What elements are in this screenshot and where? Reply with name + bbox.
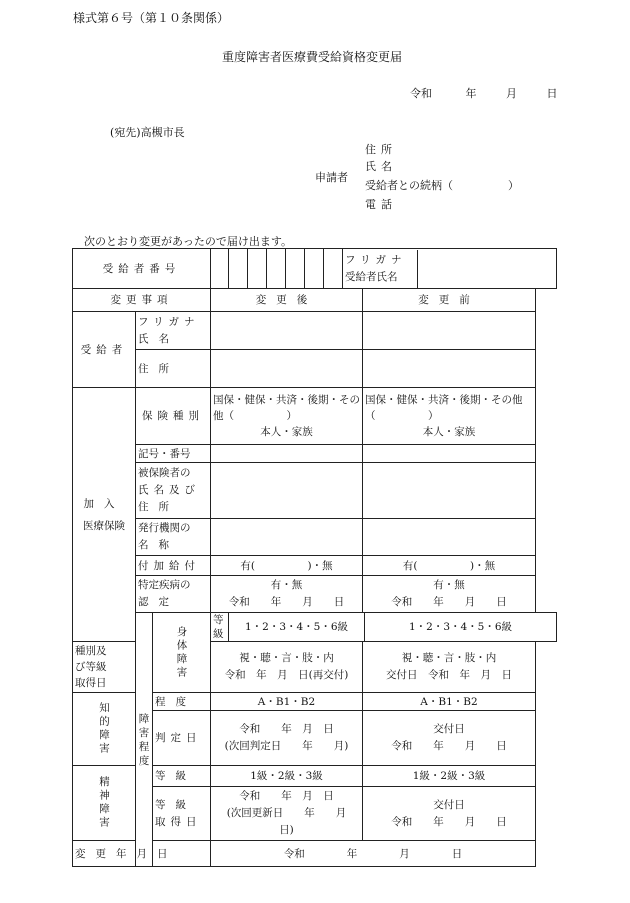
after-insurance-options[interactable]: 国保・健保・共済・後期・その他（ ） bbox=[213, 394, 360, 422]
after-body-parts[interactable]: 視・聴・言・肢・内 bbox=[239, 652, 334, 664]
date-year: 年 bbox=[465, 87, 477, 100]
mental-disability-label: 精神障害 bbox=[98, 776, 110, 830]
before-physical-grade[interactable]: 1・2・3・4・5・6級 bbox=[365, 613, 557, 642]
judgment-date-label: 判定日 bbox=[153, 711, 211, 766]
furigana-row-label: フリガナ bbox=[138, 315, 200, 328]
type-grade-date-label-1: 種別及 bbox=[75, 645, 107, 657]
after-intellectual-degree[interactable]: A・B1・B2 bbox=[211, 693, 363, 711]
after-mental-grade[interactable]: 1級・2級・3級 bbox=[211, 766, 363, 787]
before-issue-date-label[interactable]: 交付日 bbox=[433, 723, 465, 735]
specific-disease-label-1: 特定疾病の bbox=[138, 579, 191, 591]
recipient-number-digit[interactable] bbox=[211, 249, 229, 289]
before-intellectual-date[interactable]: 令和 年 月 日 bbox=[391, 740, 507, 752]
disability-degree-label: 障害程度 bbox=[136, 613, 153, 867]
after-judgment-date[interactable]: 令和 年 月 日 bbox=[239, 723, 334, 735]
applicant-phone: 電話 bbox=[365, 198, 397, 211]
date-line bbox=[410, 85, 558, 101]
type-grade-date-label-3: 取得日 bbox=[75, 677, 107, 689]
mental-grade-date-label-1: 等級 bbox=[155, 798, 196, 811]
form-title: 重度障害者医療費受給資格変更届 bbox=[222, 50, 403, 64]
insured-info-label-2: 氏名及び bbox=[138, 484, 200, 496]
intellectual-disability-label: 知的障害 bbox=[98, 702, 110, 756]
change-date-field[interactable]: 令和 年 月 日 bbox=[211, 841, 536, 867]
intro-text: 次のとおり変更があったので届け出ます。 bbox=[84, 235, 293, 248]
recipient-number-label: 受給者番号 bbox=[73, 249, 211, 289]
before-additional-benefit[interactable]: 有( )・無 bbox=[363, 556, 536, 576]
before-symbol-number[interactable] bbox=[363, 445, 536, 463]
after-symbol-number[interactable] bbox=[211, 445, 363, 463]
mental-grade-date-label-2: 取得日 bbox=[155, 815, 202, 828]
recipient-number-digit[interactable] bbox=[248, 249, 267, 289]
applicant-address: 住所 bbox=[365, 143, 397, 156]
applicant-name: 氏名 bbox=[365, 160, 397, 173]
after-additional-benefit[interactable]: 有( )・無 bbox=[211, 556, 363, 576]
col-header-before: 変更前 bbox=[363, 289, 536, 312]
form-number-label: 様式第６号（第１０条関係） bbox=[73, 11, 230, 25]
symbol-number-label: 記号・番号 bbox=[136, 445, 211, 463]
after-disease-yes-no[interactable]: 有・無 bbox=[270, 579, 303, 591]
change-form-table bbox=[72, 248, 557, 867]
after-disease-date[interactable]: 令和 年 月 日 bbox=[228, 596, 345, 608]
col-header-items: 変更事項 bbox=[73, 289, 211, 312]
before-insurance-options[interactable]: 国保・健保・共済・後期・その他（ ） bbox=[365, 394, 523, 422]
after-name-field[interactable] bbox=[211, 312, 363, 350]
type-grade-date-label-2: び等級 bbox=[75, 661, 107, 673]
before-mental-date[interactable]: 令和 年 月 日 bbox=[391, 815, 507, 828]
after-issuer[interactable] bbox=[211, 519, 363, 556]
specific-disease-label-2: 認定 bbox=[138, 596, 179, 608]
addressee: (宛先)高槻市長 bbox=[110, 126, 185, 139]
after-physical-grade[interactable]: 1・2・3・4・5・6級 bbox=[229, 613, 365, 642]
before-insured-info[interactable] bbox=[363, 463, 536, 519]
intellectual-degree-label: 程度 bbox=[153, 693, 211, 711]
before-address-field[interactable] bbox=[363, 350, 536, 388]
recipient-name-field[interactable] bbox=[418, 250, 557, 288]
before-body-parts[interactable]: 視・聴・言・肢・内 bbox=[401, 652, 497, 664]
physical-disability-label: 身体障害 bbox=[175, 625, 188, 680]
before-physical-date[interactable]: 交付日 令和 年 月 日 bbox=[386, 669, 512, 681]
recipient-group-label: 受給者 bbox=[73, 312, 136, 388]
insurance-group-label-2: 医療保険 bbox=[83, 519, 125, 532]
mental-grade-label: 等級 bbox=[153, 766, 211, 787]
address-row-label: 住所 bbox=[136, 350, 211, 388]
date-day: 日 bbox=[546, 87, 558, 100]
recipient-name-label: 受給者氏名 bbox=[345, 270, 398, 283]
before-disease-yes-no[interactable]: 有・無 bbox=[433, 579, 465, 591]
name-row-label: 氏名 bbox=[138, 332, 179, 345]
physical-grade-label: 等級 bbox=[211, 613, 229, 642]
applicant-relation: 受給者との続柄（ ） bbox=[365, 179, 519, 192]
issuer-label-2: 名称 bbox=[138, 539, 179, 551]
insurance-group-label-1: 加入 bbox=[83, 497, 125, 510]
after-self-family[interactable]: 本人・家族 bbox=[260, 426, 313, 438]
change-date-label: 変更年月日 bbox=[73, 841, 211, 867]
recipient-number-digit[interactable] bbox=[286, 249, 305, 289]
date-era: 令和 bbox=[410, 87, 432, 100]
additional-benefit-label: 付加給付 bbox=[136, 556, 211, 576]
recipient-number-digit[interactable] bbox=[324, 249, 343, 289]
before-intellectual-degree[interactable]: A・B1・B2 bbox=[363, 693, 536, 711]
recipient-number-digit[interactable] bbox=[305, 249, 324, 289]
before-disease-date[interactable]: 令和 年 月 日 bbox=[391, 596, 507, 608]
before-name-field[interactable] bbox=[363, 312, 536, 350]
after-next-judgment[interactable]: (次回判定日 年 月) bbox=[224, 740, 349, 752]
before-mental-grade[interactable]: 1級・2級・3級 bbox=[363, 766, 536, 787]
date-month: 月 bbox=[506, 87, 517, 100]
insured-info-label-1: 被保険者の bbox=[138, 467, 191, 479]
before-mental-issue-label[interactable]: 交付日 bbox=[433, 798, 465, 811]
furigana-label: フリガナ bbox=[345, 253, 407, 266]
col-header-after: 変更後 bbox=[211, 289, 363, 312]
recipient-number-digit[interactable] bbox=[229, 249, 248, 289]
applicant-label: 申請者 bbox=[315, 171, 348, 184]
before-self-family[interactable]: 本人・家族 bbox=[422, 426, 476, 438]
issuer-label-1: 発行機関の bbox=[138, 522, 191, 534]
after-next-renewal[interactable]: (次回更新日 年 月 日) bbox=[226, 807, 368, 836]
after-insured-info[interactable] bbox=[211, 463, 363, 519]
after-address-field[interactable] bbox=[211, 350, 363, 388]
furigana-name-header bbox=[343, 249, 557, 289]
insurance-type-label: 保険種別 bbox=[136, 388, 211, 445]
before-issuer[interactable] bbox=[363, 519, 536, 556]
after-mental-date[interactable]: 令和 年 月 日 bbox=[239, 790, 334, 802]
after-physical-date[interactable]: 令和 年 月 日(再交付) bbox=[224, 669, 349, 681]
recipient-number-digit[interactable] bbox=[267, 249, 286, 289]
insured-info-label-3: 住所 bbox=[138, 501, 179, 513]
